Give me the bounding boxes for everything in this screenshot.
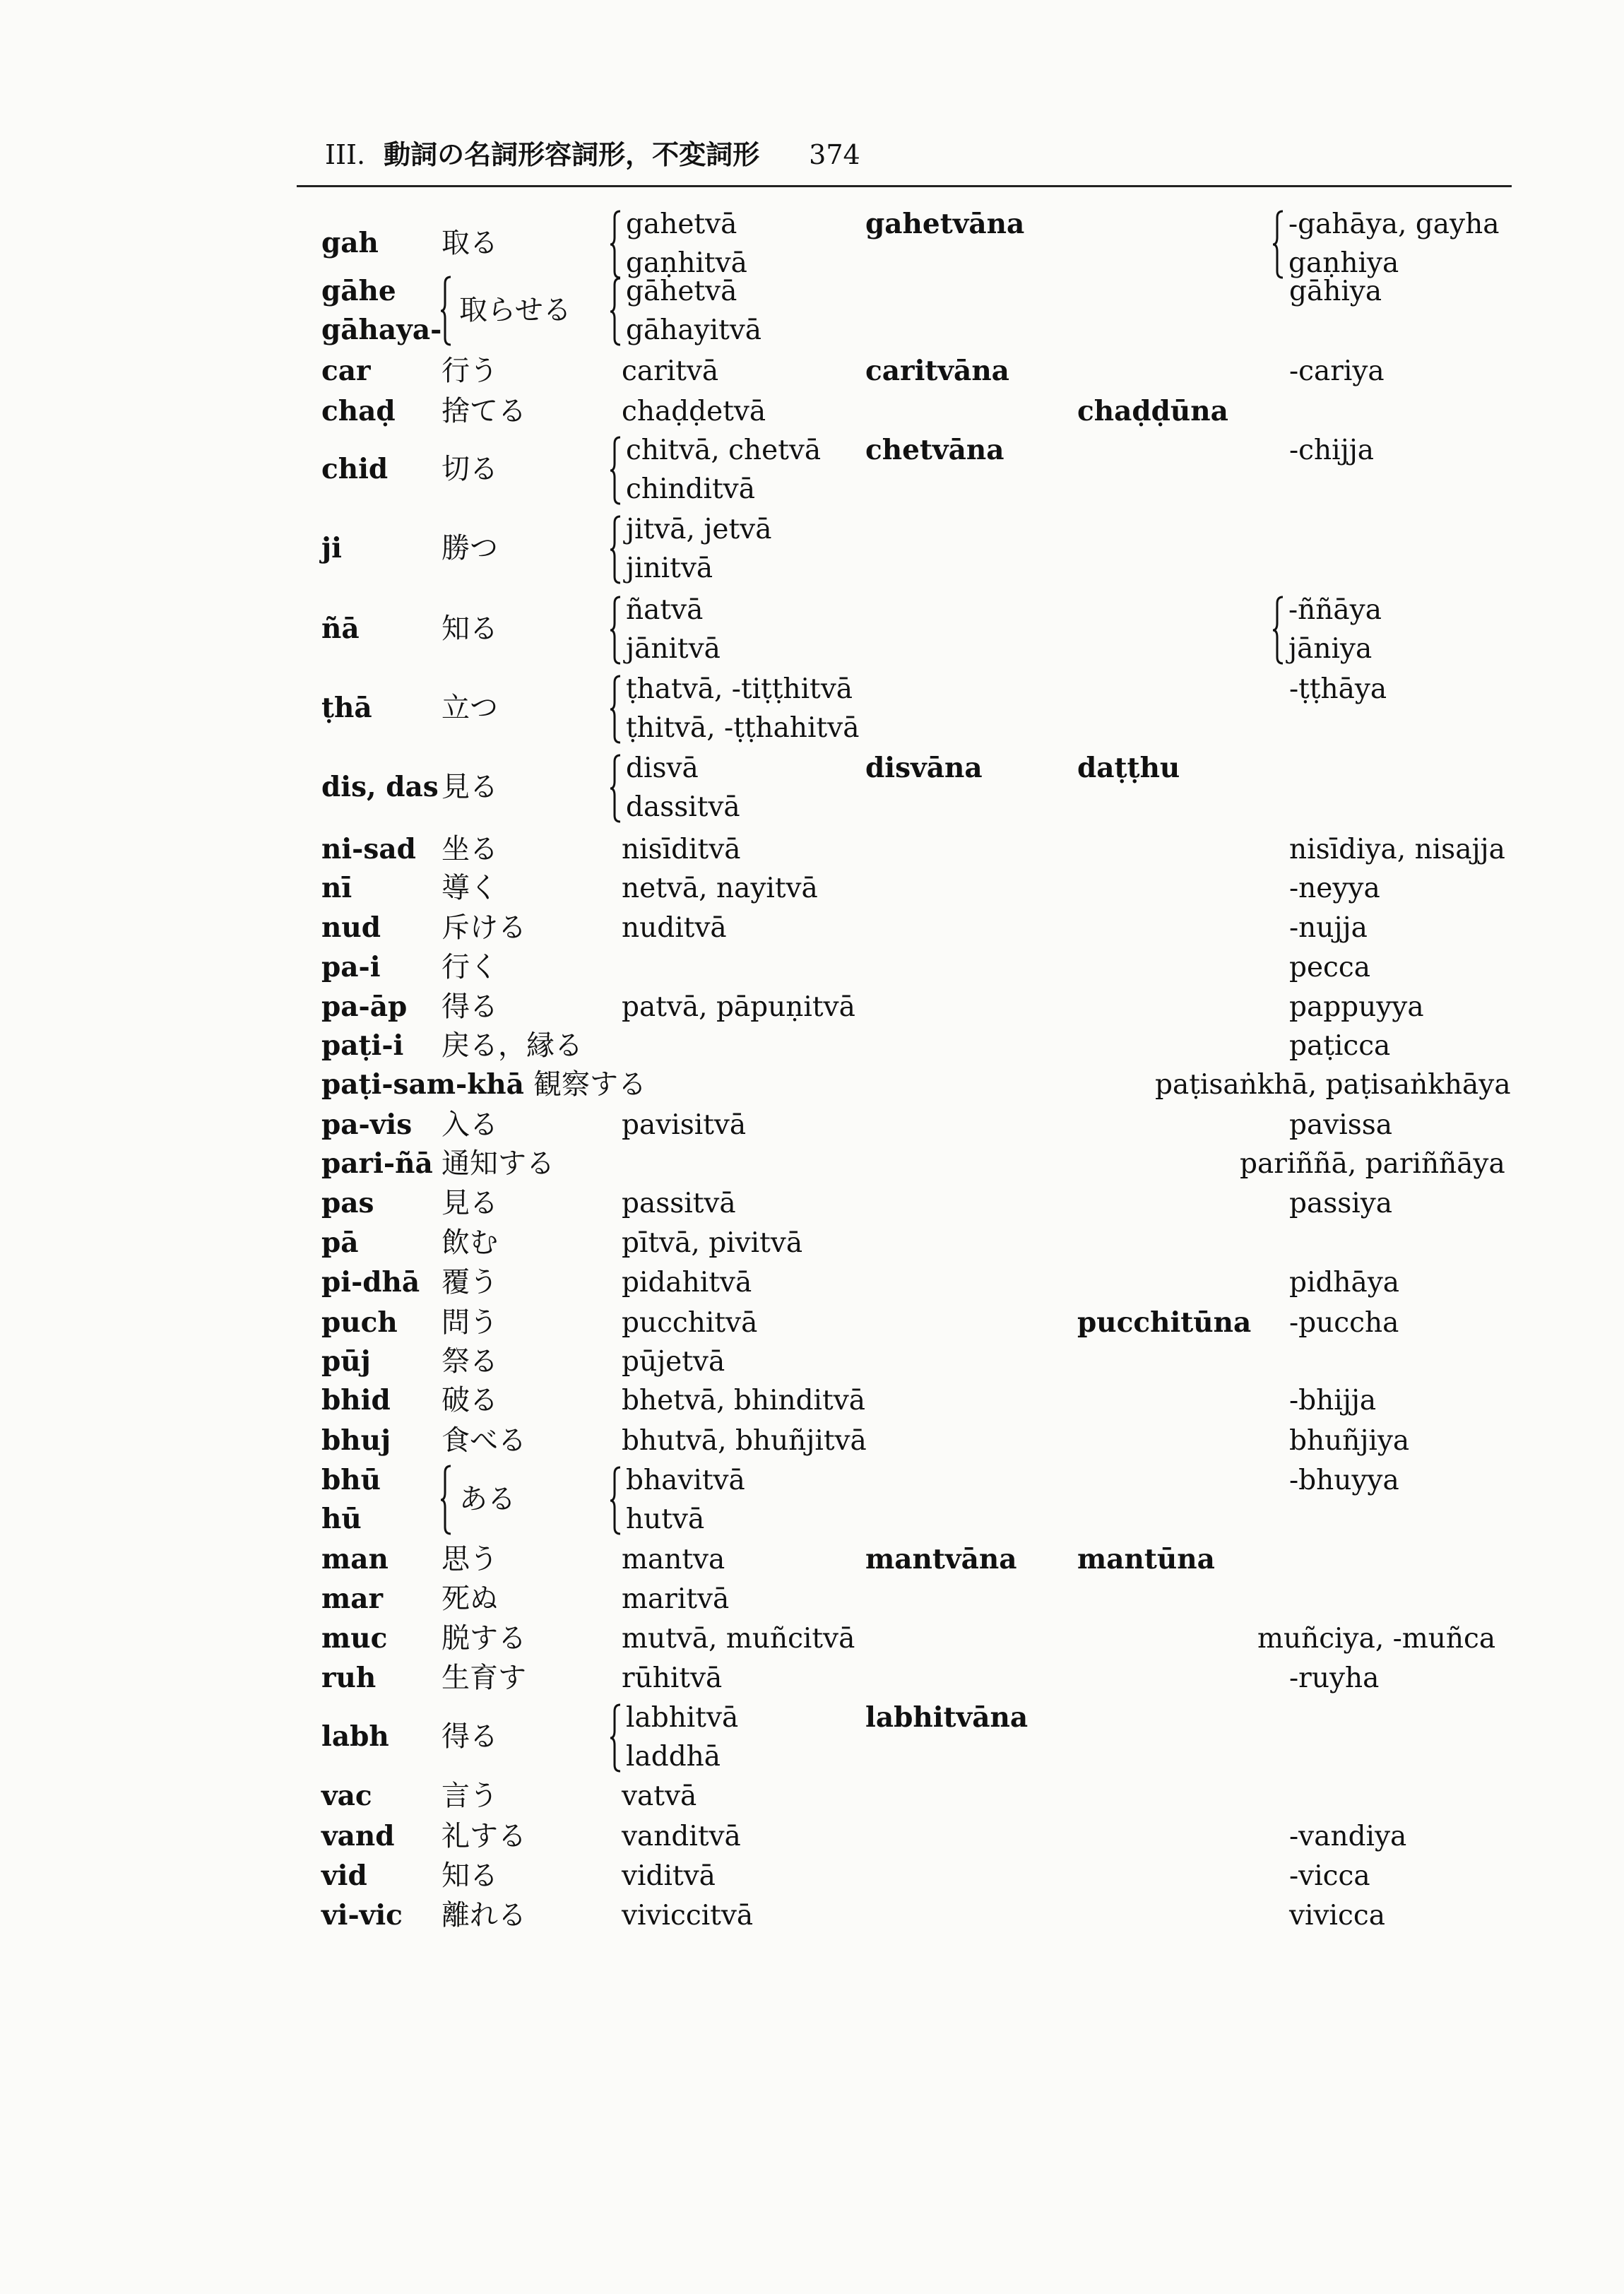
- brace-icon: [609, 435, 622, 506]
- ya-form: -bhijja: [1289, 1385, 1377, 1417]
- verb-meaning: 礼する: [441, 1820, 526, 1852]
- gerund-form: [626, 510, 771, 588]
- verb-meaning: 問う: [441, 1306, 498, 1339]
- section-number: III.: [325, 139, 366, 170]
- gerund-form: patvā, pāpuṇitvā: [622, 991, 855, 1023]
- ya-form: paṭicca: [1289, 1030, 1391, 1062]
- gerund-form: [626, 205, 747, 283]
- ya-form: [1288, 591, 1382, 668]
- ya-form: -ruyha: [1289, 1662, 1380, 1694]
- gerund-form: pidahitvā: [622, 1267, 752, 1299]
- verb-root: nud: [321, 911, 381, 944]
- verb-meaning: 戻る，縁る: [441, 1029, 583, 1062]
- form-line: labhitvā: [626, 1702, 739, 1734]
- brace-icon: [609, 1703, 622, 1773]
- verb-meaning: 勝つ: [441, 532, 498, 564]
- ya-form: pavissa: [1289, 1109, 1393, 1141]
- form-line: ṭhatvā, -tiṭṭhitvā: [626, 673, 853, 705]
- ya-form: [1288, 205, 1499, 283]
- form-line: bhavitvā: [626, 1465, 745, 1496]
- verb-root: bhid: [321, 1384, 391, 1417]
- section-title: 動詞の名詞形容詞形，不変詞形: [384, 138, 760, 170]
- form-line: jinitvā: [626, 552, 713, 584]
- gerund-vana-form: labhitvāna: [865, 1701, 1029, 1734]
- forms-brace: [609, 435, 622, 506]
- verb-meaning: 生育す: [441, 1662, 526, 1694]
- verb-meaning: 知る: [441, 613, 498, 645]
- verb-meaning: 行う: [441, 355, 498, 387]
- forms-brace: [609, 1703, 622, 1773]
- forms-brace: [609, 753, 622, 824]
- ya-form: passiya: [1289, 1188, 1393, 1219]
- brace-icon: [1272, 209, 1284, 280]
- verb-root: pas: [321, 1187, 374, 1219]
- ya-form: pariññā, pariññāya: [1240, 1148, 1505, 1180]
- tuna-form: chaḍḍūna: [1077, 395, 1228, 427]
- verb-root: pari-ñā: [321, 1147, 433, 1180]
- gerund-form: nisīditvā: [622, 834, 741, 865]
- brace-icon: [609, 1465, 622, 1536]
- verb-meaning: 見る: [441, 1187, 498, 1219]
- gerund-form: [626, 591, 721, 668]
- forms-brace: [609, 209, 622, 280]
- verb-root: dis, das: [321, 771, 439, 803]
- verb-root: puch: [321, 1306, 398, 1339]
- ya-form: -nujja: [1289, 912, 1368, 944]
- form-line: gaṇhitvā: [626, 247, 747, 279]
- gerund-form: [626, 1698, 738, 1776]
- verb-root-line: gāhaya-: [321, 314, 442, 346]
- verb-meaning: 通知する: [441, 1147, 555, 1180]
- form-line: jitvā, jetvā: [626, 514, 772, 545]
- verb-root: pā: [321, 1226, 359, 1259]
- verb-meaning: 捨てる: [441, 395, 526, 427]
- verb-meaning: 取る: [441, 227, 498, 259]
- brace-icon: [609, 209, 622, 280]
- gerund-form: nuditvā: [622, 912, 727, 944]
- ya-form: muñciya, -muñca: [1257, 1623, 1496, 1655]
- form-line: -gahāya, gayha: [1288, 208, 1500, 240]
- ya-form: -vandiya: [1289, 1821, 1407, 1852]
- verb-root: pa-i: [321, 951, 381, 983]
- gerund-vana-form: gahetvāna: [865, 208, 1025, 240]
- verb-meaning: 思う: [441, 1543, 498, 1575]
- form-line: chitvā, chetvā: [626, 434, 822, 466]
- gerund-form: bhutvā, bhuñjitvā: [622, 1425, 867, 1457]
- ya-form: pappuyya: [1289, 991, 1424, 1023]
- verb-meaning: 観察する: [533, 1068, 646, 1101]
- gerund-form: [626, 272, 761, 350]
- verb-meaning: 行く: [441, 951, 498, 983]
- gerund-form: [626, 1461, 745, 1539]
- form-line: gahetvā: [626, 208, 737, 240]
- brace-icon: [1272, 595, 1284, 666]
- forms-brace: [609, 276, 622, 347]
- verb-root: ji: [321, 532, 342, 564]
- verb-root: ñā: [321, 613, 360, 645]
- forms-brace: [609, 1465, 622, 1536]
- verb-meaning: 切る: [441, 453, 498, 485]
- gerund-form: pūjetvā: [622, 1346, 725, 1378]
- form-line: gāhayitvā: [626, 314, 762, 346]
- verb-meaning: ある: [459, 1483, 516, 1515]
- ya-form: -puccha: [1289, 1307, 1399, 1339]
- form-line: ṭhitvā, -ṭṭhahitvā: [626, 712, 860, 744]
- verb-meaning: 脱する: [441, 1622, 526, 1655]
- root-brace: [439, 275, 452, 347]
- gerund-form: [626, 749, 740, 827]
- form-line: chinditvā: [626, 473, 755, 505]
- verb-meaning: 破る: [441, 1384, 498, 1417]
- verb-root: nī: [321, 872, 352, 904]
- ya-form: pidhāya: [1289, 1267, 1400, 1299]
- form-line: jāniya: [1288, 633, 1373, 665]
- gerund-vana-form: chetvāna: [865, 434, 1004, 466]
- verb-root: chid: [321, 453, 389, 485]
- verb-root: paṭi-i: [321, 1029, 404, 1062]
- verb-root: labh: [321, 1720, 389, 1753]
- verb-root: [321, 1461, 381, 1539]
- verb-root: car: [321, 355, 371, 387]
- forms-brace: [609, 595, 622, 666]
- verb-root: pūj: [321, 1345, 371, 1378]
- ya-form: -ṭṭhāya: [1289, 673, 1387, 705]
- gerund-form: mutvā, muñcitvā: [622, 1623, 855, 1655]
- verb-root: vand: [321, 1820, 395, 1852]
- verb-root: pa-vis: [321, 1108, 413, 1141]
- tuna-form: daṭṭhu: [1077, 752, 1180, 784]
- ya-form: paṭisaṅkhā, paṭisaṅkhāya: [1155, 1069, 1511, 1101]
- page-header: [325, 133, 860, 172]
- ya-form: vivicca: [1289, 1900, 1385, 1932]
- verb-root: ṭhā: [321, 692, 372, 724]
- brace-icon: [609, 514, 622, 585]
- verb-root: man: [321, 1543, 389, 1575]
- gerund-vana-form: mantvāna: [865, 1543, 1017, 1575]
- gerund-form: rūhitvā: [622, 1662, 723, 1694]
- gerund-form: mantva: [622, 1544, 725, 1575]
- forms-brace: [1272, 209, 1284, 280]
- verb-meaning: 飲む: [441, 1226, 498, 1259]
- ya-form: bhuñjiya: [1289, 1425, 1410, 1457]
- ya-form: -chijja: [1289, 434, 1375, 466]
- verb-meaning: 祭る: [441, 1345, 498, 1378]
- verb-root: pa-āp: [321, 991, 408, 1023]
- verb-root: pi-dhā: [321, 1266, 420, 1299]
- verb-root-line: gāhe: [321, 275, 396, 307]
- ya-form: -bhuyya: [1289, 1465, 1399, 1496]
- verb-root: vid: [321, 1860, 367, 1892]
- verb-meaning: 導く: [441, 872, 498, 904]
- verb-root: bhuj: [321, 1424, 391, 1457]
- gerund-form: [626, 670, 859, 747]
- gerund-form: vatvā: [622, 1780, 697, 1812]
- form-line: disvā: [626, 752, 699, 784]
- form-line: laddhā: [626, 1741, 721, 1773]
- form-line: gaṇhiya: [1288, 247, 1399, 279]
- ya-form: gāhiya: [1289, 276, 1382, 307]
- verb-meaning: 言う: [441, 1780, 498, 1812]
- brace-icon: [439, 275, 452, 347]
- verb-meaning: 得る: [441, 991, 498, 1023]
- gerund-form: bhetvā, bhinditvā: [622, 1385, 865, 1417]
- page-number: 374: [809, 139, 860, 170]
- gerund-form: caritvā: [622, 355, 719, 387]
- brace-icon: [609, 595, 622, 666]
- brace-icon: [439, 1464, 452, 1536]
- verb-meaning: 坐る: [441, 833, 498, 865]
- verb-root: vi-vic: [321, 1899, 403, 1932]
- forms-brace: [1272, 595, 1284, 666]
- ya-form: -vicca: [1289, 1860, 1370, 1892]
- verb-meaning: 食べる: [441, 1424, 526, 1457]
- gerund-form: pītvā, pivitvā: [622, 1227, 803, 1259]
- verb-root: muc: [321, 1622, 388, 1655]
- tuna-form: pucchitūna: [1077, 1306, 1252, 1339]
- verb-meaning: 見る: [441, 771, 498, 803]
- form-line: gāhetvā: [626, 276, 737, 307]
- gerund-form: passitvā: [622, 1188, 736, 1219]
- ya-form: pecca: [1289, 952, 1370, 983]
- verb-meaning: 覆う: [441, 1266, 498, 1299]
- ya-form: -neyya: [1289, 873, 1380, 904]
- verb-root: vac: [321, 1780, 372, 1812]
- gerund-form: pavisitvā: [622, 1109, 747, 1141]
- verb-root-line: hū: [321, 1503, 362, 1535]
- gerund-vana-form: disvāna: [865, 752, 983, 784]
- verb-meaning: 入る: [441, 1108, 498, 1141]
- ya-form: -cariya: [1289, 355, 1385, 387]
- verb-root: ruh: [321, 1662, 377, 1694]
- verb-root: ni-sad: [321, 833, 416, 865]
- verb-root: mar: [321, 1583, 384, 1615]
- gerund-form: [626, 431, 821, 509]
- gerund-form: netvā, nayitvā: [622, 873, 818, 904]
- form-line: hutvā: [626, 1503, 705, 1535]
- verb-meaning: 死ぬ: [441, 1583, 498, 1615]
- forms-brace: [609, 514, 622, 585]
- gerund-form: viditvā: [622, 1860, 716, 1892]
- verb-meaning: 得る: [441, 1720, 498, 1753]
- verb-root: paṭi-sam-khā: [321, 1068, 524, 1101]
- form-line: -ññāya: [1288, 594, 1382, 626]
- form-line: dassitvā: [626, 791, 740, 823]
- gerund-form: maritvā: [622, 1583, 730, 1615]
- verb-meaning: 斥ける: [441, 911, 526, 944]
- ya-form: nisīdiya, nisajja: [1289, 834, 1505, 865]
- root-brace: [439, 1464, 452, 1536]
- brace-icon: [609, 674, 622, 745]
- header-rule: [297, 185, 1512, 187]
- tuna-form: mantūna: [1077, 1543, 1215, 1575]
- forms-brace: [609, 674, 622, 745]
- form-line: ñatvā: [626, 594, 704, 626]
- gerund-form: vanditvā: [622, 1821, 741, 1852]
- gerund-form: viviccitvā: [622, 1900, 754, 1932]
- form-line: jānitvā: [626, 633, 721, 665]
- verb-root: chaḍ: [321, 395, 396, 427]
- verb-meaning: 立つ: [441, 692, 498, 724]
- verb-root: [321, 272, 441, 350]
- verb-root-line: bhū: [321, 1464, 381, 1496]
- gerund-form: pucchitvā: [622, 1307, 758, 1339]
- verb-meaning: 取らせる: [459, 294, 571, 326]
- brace-icon: [609, 276, 622, 347]
- gerund-vana-form: caritvāna: [865, 355, 1009, 387]
- verb-meaning: 離れる: [441, 1899, 526, 1932]
- verb-meaning: 知る: [441, 1860, 498, 1892]
- verb-root: gah: [321, 227, 379, 259]
- brace-icon: [609, 753, 622, 824]
- gerund-form: chaḍḍetvā: [622, 396, 766, 427]
